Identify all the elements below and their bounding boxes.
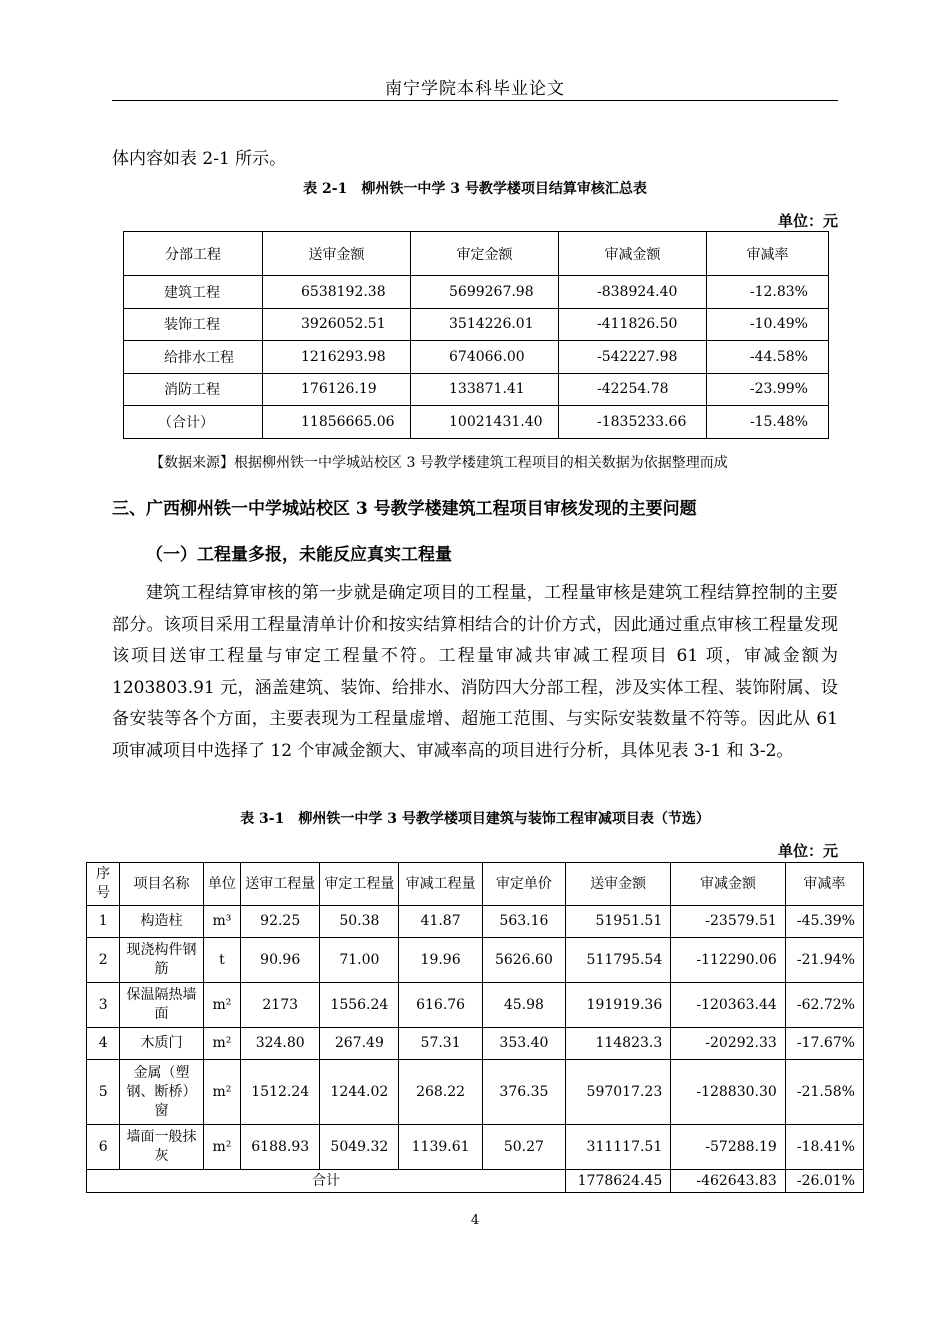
column-header: 送审工程量 xyxy=(241,863,320,906)
table-cell: -112290.06 xyxy=(671,938,786,983)
table-cell: 消防工程 xyxy=(124,373,263,406)
table-cell: -23579.51 xyxy=(671,906,786,938)
table-cell: 353.40 xyxy=(482,1028,565,1060)
table-cell: 50.38 xyxy=(320,906,399,938)
table-cell: -42254.78 xyxy=(559,373,707,406)
table-cell: 6188.93 xyxy=(241,1125,320,1170)
table1-unit: 单位：元 xyxy=(777,212,838,230)
table-cell: -62.72% xyxy=(785,983,863,1028)
table-cell: 19.96 xyxy=(399,938,482,983)
page-number: 4 xyxy=(470,1213,480,1228)
column-header: 审定工程量 xyxy=(320,863,399,906)
table-cell: -542227.98 xyxy=(559,341,707,374)
table-cell: 511795.54 xyxy=(566,938,671,983)
table-cell: 木质门 xyxy=(120,1028,203,1060)
column-header: 送审金额 xyxy=(263,232,411,276)
table-header-row xyxy=(87,863,864,906)
table-cell: 71.00 xyxy=(320,938,399,983)
table-cell: 5 xyxy=(87,1060,120,1125)
table-cell: m³ xyxy=(203,906,240,938)
table-cell: 5626.60 xyxy=(482,938,565,983)
table-cell: 133871.41 xyxy=(411,373,559,406)
table-cell: 191919.36 xyxy=(566,983,671,1028)
table-cell: -23.99% xyxy=(707,373,829,406)
column-header: 审减金额 xyxy=(559,232,707,276)
table-cell: 597017.23 xyxy=(566,1060,671,1125)
table-cell: （合计） xyxy=(124,406,263,439)
table-cell: 3514226.01 xyxy=(411,308,559,341)
table-cell: -20292.33 xyxy=(671,1028,786,1060)
table-row xyxy=(87,1060,864,1125)
table-cell: 376.35 xyxy=(482,1060,565,1125)
table-cell: 674066.00 xyxy=(411,341,559,374)
table-header-row xyxy=(124,232,829,276)
table-cell: -21.94% xyxy=(785,938,863,983)
column-header: 审定单价 xyxy=(482,863,565,906)
table-cell: 57.31 xyxy=(399,1028,482,1060)
table-cell: 616.76 xyxy=(399,983,482,1028)
table-cell: -17.67% xyxy=(785,1028,863,1060)
table-cell: m² xyxy=(203,1060,240,1125)
table-cell: -21.58% xyxy=(785,1060,863,1125)
table-row xyxy=(124,276,829,309)
column-header: 审减金额 xyxy=(671,863,786,906)
table-cell: 5049.32 xyxy=(320,1125,399,1170)
table-cell: 装饰工程 xyxy=(124,308,263,341)
table-cell: 45.98 xyxy=(482,983,565,1028)
table-cell: 114823.3 xyxy=(566,1028,671,1060)
page-header-title: 南宁学院本科毕业论文 xyxy=(385,79,565,99)
body-paragraph: 建筑工程结算审核的第一步就是确定项目的工程量，工程量审核是建筑工程结算控制的主要部分。该项目采用工程量清单计价和按实结算相结合的计价方式，因此通过重点审核工程量发现该项目送审工程量与审定工程量不符。工程量审减共审减工程项目 61 项，审减金额为 1203803.91 元，涵盖建筑、装饰、给排水、消防四大分部工程，涉及实体工程、装饰附属、设备安装等各个方面，主要表现为工程量虚增、超施工范围、与实际安装数量不符等。因此从 61 项审减项目中选择了 12 个审减金额大、审减率高的项目进行分析，具体见表 3-1 和 3-2。 xyxy=(112,583,838,761)
section-heading: 三、广西柳州铁一中学城站校区 3 号教学楼建筑工程项目审核发现的主要问题 xyxy=(112,499,697,519)
table-row xyxy=(87,938,864,983)
column-header: 审减率 xyxy=(707,232,829,276)
table-cell: -12.83% xyxy=(707,276,829,309)
table-cell: 41.87 xyxy=(399,906,482,938)
column-header: 单位 xyxy=(203,863,240,906)
table-cell: 6 xyxy=(87,1125,120,1170)
table-cell: 90.96 xyxy=(241,938,320,983)
table-row xyxy=(87,906,864,938)
total-reduce-rate: -26.01% xyxy=(785,1170,863,1193)
column-header: 分部工程 xyxy=(124,232,263,276)
table-cell: -15.48% xyxy=(707,406,829,439)
table2-unit: 单位：元 xyxy=(777,842,838,860)
column-header: 审减率 xyxy=(785,863,863,906)
table-row xyxy=(87,983,864,1028)
total-label: 合计 xyxy=(87,1170,566,1193)
intro-line: 体内容如表 2-1 所示。 xyxy=(112,149,287,169)
table-cell: -10.49% xyxy=(707,308,829,341)
table-cell: -57288.19 xyxy=(671,1125,786,1170)
table-cell: 2173 xyxy=(241,983,320,1028)
table-cell: 11856665.06 xyxy=(263,406,411,439)
table-cell: 1556.24 xyxy=(320,983,399,1028)
table-cell: 2 xyxy=(87,938,120,983)
column-header: 送审金额 xyxy=(566,863,671,906)
table-cell: 建筑工程 xyxy=(124,276,263,309)
table-cell: 311117.51 xyxy=(566,1125,671,1170)
table-cell: 176126.19 xyxy=(263,373,411,406)
table-row xyxy=(124,373,829,406)
table-cell: 324.80 xyxy=(241,1028,320,1060)
table-row xyxy=(87,1125,864,1170)
column-header: 审减工程量 xyxy=(399,863,482,906)
table-total-row xyxy=(124,406,829,439)
column-header: 审定金额 xyxy=(411,232,559,276)
section-subheading: （一）工程量多报，未能反应真实工程量 xyxy=(146,545,452,565)
table1-caption: 表 2-1 柳州铁一中学 3 号教学楼项目结算审核汇总表 xyxy=(303,181,647,197)
table-cell: -44.58% xyxy=(707,341,829,374)
table-cell: -1835233.66 xyxy=(559,406,707,439)
table-cell: 3926052.51 xyxy=(263,308,411,341)
table-row xyxy=(87,1028,864,1060)
column-header: 项目名称 xyxy=(120,863,203,906)
table-cell: m² xyxy=(203,983,240,1028)
table2-caption: 表 3-1 柳州铁一中学 3 号教学楼项目建筑与装饰工程审减项目表（节选） xyxy=(240,811,710,827)
table-cell: 5699267.98 xyxy=(411,276,559,309)
table-cell: 3 xyxy=(87,983,120,1028)
table-cell: 金属（塑钢、断桥）窗 xyxy=(120,1060,203,1125)
table-cell: 保温隔热墙面 xyxy=(120,983,203,1028)
table-cell: 268.22 xyxy=(399,1060,482,1125)
column-header: 序号 xyxy=(87,863,120,906)
table-cell: 6538192.38 xyxy=(263,276,411,309)
table-cell: m² xyxy=(203,1028,240,1060)
table-cell: -838924.40 xyxy=(559,276,707,309)
table-cell: 51951.51 xyxy=(566,906,671,938)
table-cell: 1 xyxy=(87,906,120,938)
table1-source-note: 【数据来源】根据柳州铁一中学城站校区 3 号教学楼建筑工程项目的相关数据为依据整理而成 xyxy=(150,455,728,471)
table-cell: 给排水工程 xyxy=(124,341,263,374)
table-row xyxy=(124,308,829,341)
table-cell: -411826.50 xyxy=(559,308,707,341)
table-total-row xyxy=(87,1170,864,1193)
table-cell: 现浇构件钢筋 xyxy=(120,938,203,983)
table-cell: 墙面一般抹灰 xyxy=(120,1125,203,1170)
header-rule xyxy=(112,100,838,101)
table-row xyxy=(124,341,829,374)
table-cell: -128830.30 xyxy=(671,1060,786,1125)
table-cell: 1216293.98 xyxy=(263,341,411,374)
total-send-amount: 1778624.45 xyxy=(566,1170,671,1193)
table-cell: 1512.24 xyxy=(241,1060,320,1125)
table-cell: m² xyxy=(203,1125,240,1170)
table-cell: 1244.02 xyxy=(320,1060,399,1125)
table-cell: -18.41% xyxy=(785,1125,863,1170)
table-cell: 563.16 xyxy=(482,906,565,938)
summary-table xyxy=(123,231,829,439)
table-cell: 10021431.40 xyxy=(411,406,559,439)
table-cell: 1139.61 xyxy=(399,1125,482,1170)
table-cell: 4 xyxy=(87,1028,120,1060)
table-cell: 50.27 xyxy=(482,1125,565,1170)
table-cell: -120363.44 xyxy=(671,983,786,1028)
total-reduce-amount: -462643.83 xyxy=(671,1170,786,1193)
table-cell: -45.39% xyxy=(785,906,863,938)
reduction-table xyxy=(86,862,864,1193)
table-cell: 构造柱 xyxy=(120,906,203,938)
table-cell: t xyxy=(203,938,240,983)
table-cell: 92.25 xyxy=(241,906,320,938)
table-cell: 267.49 xyxy=(320,1028,399,1060)
